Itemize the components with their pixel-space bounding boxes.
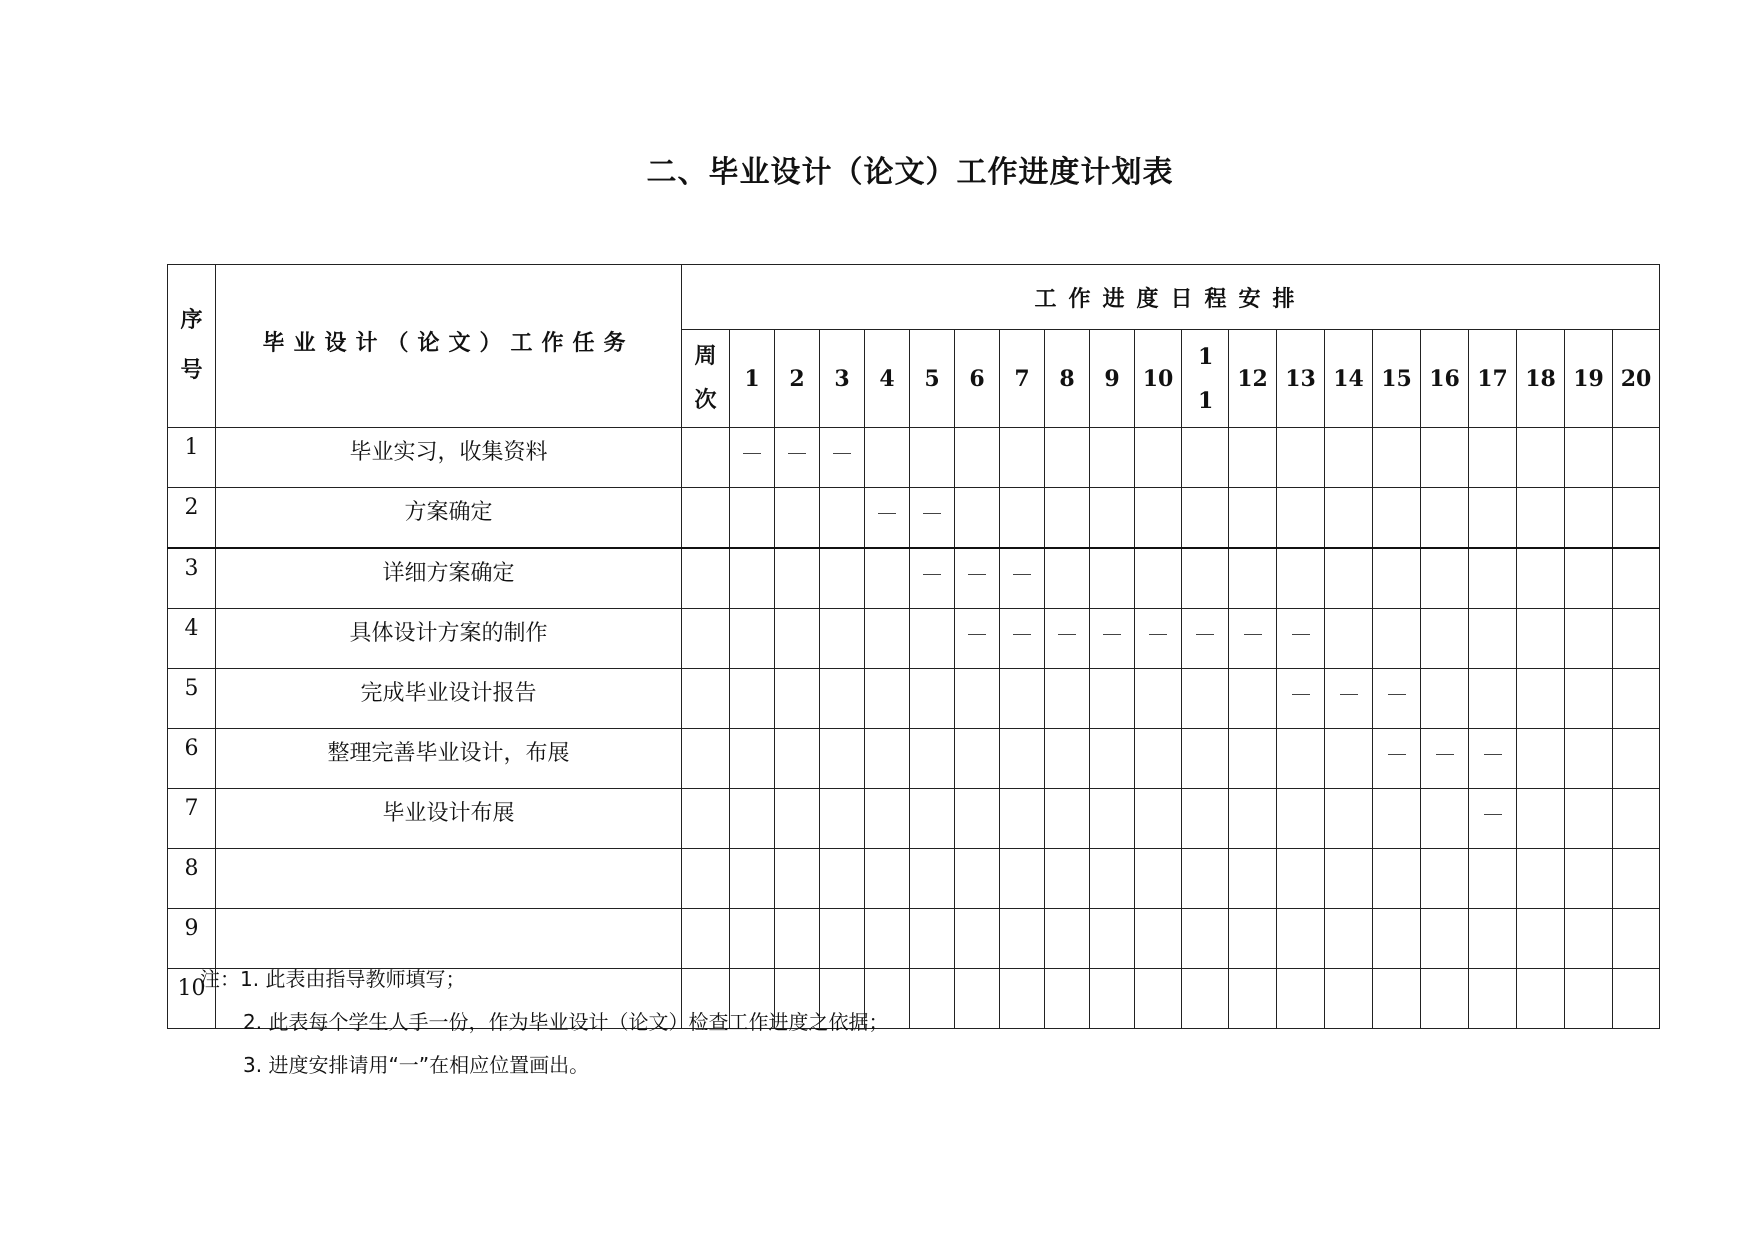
schedule-cell: [1229, 849, 1277, 909]
schedule-cell: [1182, 669, 1229, 729]
schedule-cell: [1517, 428, 1565, 488]
schedule-cell: [1090, 789, 1135, 849]
row-number: 5: [168, 669, 216, 729]
schedule-cell: [1613, 428, 1660, 488]
schedule-cell: [775, 488, 820, 549]
progress-mark: [833, 453, 851, 454]
row-number: 8: [168, 849, 216, 909]
progress-mark: [1013, 574, 1031, 575]
schedule-cell: [865, 609, 910, 669]
schedule-cell: [775, 669, 820, 729]
schedule-cell: [1277, 969, 1325, 1029]
schedule-cell: [1517, 849, 1565, 909]
schedule-header: 工作进度日程安排: [682, 265, 1660, 330]
schedule-cell: [1325, 428, 1373, 488]
week-header-19: 19: [1565, 330, 1613, 428]
week-header-17: 17: [1469, 330, 1517, 428]
table-row: [168, 609, 1660, 669]
week-label-cell: [682, 609, 730, 669]
schedule-cell: [1090, 548, 1135, 609]
schedule-cell: [1613, 669, 1660, 729]
schedule-cell: [1000, 729, 1045, 789]
schedule-cell: [1090, 909, 1135, 969]
schedule-cell: [730, 548, 775, 609]
schedule-cell: [1469, 729, 1517, 789]
schedule-cell: [1517, 729, 1565, 789]
schedule-cell: [1229, 789, 1277, 849]
schedule-cell: [1373, 789, 1421, 849]
schedule-cell: [1135, 548, 1182, 609]
schedule-cell: [1373, 909, 1421, 969]
task-name: 整理完善毕业设计，布展: [216, 729, 682, 789]
row-number: 7: [168, 789, 216, 849]
schedule-cell: [1325, 849, 1373, 909]
schedule-cell: [730, 669, 775, 729]
row-number: 2: [168, 488, 216, 549]
schedule-cell: [1277, 488, 1325, 549]
schedule-cell: [820, 548, 865, 609]
schedule-cell: [1229, 548, 1277, 609]
schedule-cell: [955, 609, 1000, 669]
task-name: 具体设计方案的制作: [216, 609, 682, 669]
schedule-cell: [865, 789, 910, 849]
schedule-cell: [865, 548, 910, 609]
schedule-cell: [1517, 789, 1565, 849]
schedule-cell: [1613, 488, 1660, 549]
schedule-cell: [1325, 909, 1373, 969]
schedule-cell: [1373, 729, 1421, 789]
schedule-cell: [820, 669, 865, 729]
week-header-14: 14: [1325, 330, 1373, 428]
schedule-cell: [910, 609, 955, 669]
progress-mark: [1388, 694, 1406, 695]
row-number: 1: [168, 428, 216, 488]
schedule-cell: [1517, 609, 1565, 669]
schedule-cell: [1325, 488, 1373, 549]
schedule-cell: [730, 789, 775, 849]
schedule-cell: [1182, 488, 1229, 549]
table-row: [168, 488, 1660, 549]
week-header-4: 4: [865, 330, 910, 428]
schedule-cell: [1000, 969, 1045, 1029]
task-name: 毕业实习，收集资料: [216, 428, 682, 488]
schedule-cell: [1565, 969, 1613, 1029]
schedule-cell: [1469, 669, 1517, 729]
schedule-cell: [955, 548, 1000, 609]
schedule-cell: [775, 789, 820, 849]
progress-mark: [743, 453, 761, 454]
row-number: 9: [168, 909, 216, 969]
week-header-5: 5: [910, 330, 955, 428]
schedule-cell: [955, 488, 1000, 549]
progress-mark: [878, 513, 896, 514]
schedule-cell: [1277, 428, 1325, 488]
schedule-cell: [1325, 669, 1373, 729]
week-label-cell: [682, 789, 730, 849]
schedule-cell: [1277, 849, 1325, 909]
schedule-cell: [1045, 428, 1090, 488]
schedule-cell: [1135, 609, 1182, 669]
schedule-cell: [775, 548, 820, 609]
schedule-cell: [1229, 669, 1277, 729]
schedule-cell: [1277, 669, 1325, 729]
week-header-18: 18: [1517, 330, 1565, 428]
schedule-cell: [1000, 789, 1045, 849]
schedule-cell: [1090, 969, 1135, 1029]
table-row: [168, 789, 1660, 849]
schedule-cell: [1182, 609, 1229, 669]
schedule-cell: [1000, 488, 1045, 549]
schedule-cell: [775, 428, 820, 488]
week-header-6: 6: [955, 330, 1000, 428]
week-header-10: 10: [1135, 330, 1182, 428]
progress-mark: [1292, 634, 1310, 635]
schedule-cell: [1135, 969, 1182, 1029]
schedule-cell: [955, 789, 1000, 849]
schedule-cell: [1045, 969, 1090, 1029]
seq-header-text: 序号: [180, 308, 203, 383]
schedule-cell: [775, 849, 820, 909]
schedule-cell: [1045, 669, 1090, 729]
schedule-cell: [1565, 909, 1613, 969]
schedule-cell: [910, 909, 955, 969]
schedule-cell: [865, 669, 910, 729]
schedule-cell: [1469, 849, 1517, 909]
schedule-cell: [1277, 789, 1325, 849]
schedule-cell: [1421, 488, 1469, 549]
schedule-cell: [730, 849, 775, 909]
schedule-cell: [1421, 909, 1469, 969]
schedule-cell: [1135, 729, 1182, 789]
schedule-cell: [730, 609, 775, 669]
schedule-cell: [1421, 789, 1469, 849]
schedule-cell: [1135, 488, 1182, 549]
schedule-cell: [910, 669, 955, 729]
progress-mark: [1196, 634, 1214, 635]
week-label-cell: [682, 669, 730, 729]
schedule-cell: [820, 428, 865, 488]
schedule-cell: [1277, 729, 1325, 789]
progress-mark: [923, 574, 941, 575]
schedule-cell: [1421, 609, 1469, 669]
table-row: [168, 849, 1660, 909]
schedule-cell: [1469, 609, 1517, 669]
schedule-cell: [1565, 548, 1613, 609]
schedule-cell: [1517, 669, 1565, 729]
schedule-cell: [1182, 548, 1229, 609]
schedule-cell: [1045, 609, 1090, 669]
schedule-cell: [1000, 669, 1045, 729]
schedule-cell: [1469, 428, 1517, 488]
schedule-cell: [1229, 909, 1277, 969]
seq-header: [168, 265, 216, 428]
week-label-cell: [682, 729, 730, 789]
schedule-cell: [820, 488, 865, 549]
schedule-cell: [865, 849, 910, 909]
schedule-cell: [1277, 609, 1325, 669]
week-header-20: 20: [1613, 330, 1660, 428]
progress-mark: [1013, 634, 1031, 635]
schedule-cell: [1229, 729, 1277, 789]
progress-mark: [1058, 634, 1076, 635]
schedule-cell: [1421, 729, 1469, 789]
schedule-cell: [1373, 609, 1421, 669]
progress-mark: [968, 634, 986, 635]
progress-mark: [1244, 634, 1262, 635]
schedule-cell: [1613, 849, 1660, 909]
progress-mark: [1149, 634, 1167, 635]
schedule-cell: [910, 849, 955, 909]
week-header-9: 9: [1090, 330, 1135, 428]
schedule-cell: [1325, 729, 1373, 789]
schedule-cell: [1045, 789, 1090, 849]
schedule-cell: [1325, 789, 1373, 849]
schedule-cell: [1373, 548, 1421, 609]
schedule-cell: [1000, 609, 1045, 669]
table-row: [168, 428, 1660, 488]
notes: [200, 958, 888, 1087]
schedule-cell: [1565, 849, 1613, 909]
schedule-cell: [865, 428, 910, 488]
schedule-cell: [1613, 729, 1660, 789]
schedule-cell: [1469, 969, 1517, 1029]
schedule-cell: [820, 849, 865, 909]
schedule-cell: [1182, 849, 1229, 909]
progress-mark: [1103, 634, 1121, 635]
schedule-cell: [730, 729, 775, 789]
week-label-cell: [682, 548, 730, 609]
week-header-1: 1: [730, 330, 775, 428]
schedule-cell: [1421, 849, 1469, 909]
schedule-cell: [1469, 789, 1517, 849]
schedule-cell: [1565, 789, 1613, 849]
schedule-cell: [1421, 969, 1469, 1029]
note-3: 3. 进度安排请用“一”在相应位置画出。: [243, 1053, 590, 1077]
schedule-cell: [1090, 669, 1135, 729]
schedule-cell: [1182, 969, 1229, 1029]
schedule-cell: [1135, 789, 1182, 849]
week-label-cell: [682, 428, 730, 488]
week-label: [682, 330, 730, 428]
schedule-cell: [910, 428, 955, 488]
schedule-cell: [1373, 969, 1421, 1029]
schedule-cell: [1613, 548, 1660, 609]
schedule-cell: [1182, 789, 1229, 849]
week-header-12: 12: [1229, 330, 1277, 428]
progress-mark: [1292, 694, 1310, 695]
schedule-cell: [955, 969, 1000, 1029]
schedule-cell: [1135, 849, 1182, 909]
week-header-2: 2: [775, 330, 820, 428]
schedule-cell: [910, 488, 955, 549]
schedule-cell: [1373, 488, 1421, 549]
schedule-cell: [1469, 548, 1517, 609]
week-header-11: [1182, 330, 1229, 428]
schedule-cell: [910, 548, 955, 609]
week-header-13: 13: [1277, 330, 1325, 428]
progress-mark: [923, 513, 941, 514]
progress-mark: [1388, 754, 1406, 755]
progress-mark: [1340, 694, 1358, 695]
schedule-cell: [1277, 548, 1325, 609]
schedule-cell: [775, 609, 820, 669]
schedule-cell: [910, 789, 955, 849]
note-1: 注：1. 此表由指导教师填写；: [200, 967, 466, 991]
schedule-cell: [955, 729, 1000, 789]
schedule-cell: [1613, 789, 1660, 849]
row-number: 3: [168, 548, 216, 609]
schedule-cell: [1090, 729, 1135, 789]
task-name: 毕业设计布展: [216, 789, 682, 849]
task-name: 完成毕业设计报告: [216, 669, 682, 729]
schedule-cell: [1421, 548, 1469, 609]
schedule-cell: [1090, 428, 1135, 488]
schedule-cell: [1135, 669, 1182, 729]
schedule-cell: [1565, 428, 1613, 488]
schedule-cell: [730, 428, 775, 488]
schedule-cell: [1373, 669, 1421, 729]
week-header-7: 7: [1000, 330, 1045, 428]
task-name: 方案确定: [216, 488, 682, 549]
schedule-cell: [1613, 969, 1660, 1029]
task-name: 详细方案确定: [216, 548, 682, 609]
schedule-cell: [865, 488, 910, 549]
task-name: [216, 849, 682, 909]
schedule-cell: [1000, 849, 1045, 909]
schedule-cell: [1045, 849, 1090, 909]
schedule-cell: [910, 729, 955, 789]
progress-mark: [1484, 814, 1502, 815]
schedule-cell: [1090, 609, 1135, 669]
week-header-16: 16: [1421, 330, 1469, 428]
schedule-cell: [1325, 609, 1373, 669]
schedule-cell: [820, 609, 865, 669]
schedule-cell: [1182, 909, 1229, 969]
table-row: [168, 548, 1660, 609]
schedule-cell: [1229, 609, 1277, 669]
schedule-cell: [1565, 669, 1613, 729]
schedule-cell: [1469, 909, 1517, 969]
schedule-cell: [1045, 548, 1090, 609]
schedule-cell: [1277, 909, 1325, 969]
schedule-cell: [955, 849, 1000, 909]
schedule-cell: [1613, 909, 1660, 969]
schedule-cell: [1182, 428, 1229, 488]
schedule-cell: [1045, 729, 1090, 789]
week-label-cell: [682, 488, 730, 549]
schedule-cell: [775, 729, 820, 789]
schedule-cell: [1373, 428, 1421, 488]
week-header-8: 8: [1045, 330, 1090, 428]
schedule-cell: [1469, 488, 1517, 549]
schedule-cell: [1090, 849, 1135, 909]
progress-mark: [788, 453, 806, 454]
schedule-cell: [1517, 909, 1565, 969]
schedule-cell: [1421, 669, 1469, 729]
schedule-cell: [1045, 488, 1090, 549]
schedule-cell: [955, 909, 1000, 969]
row-number: 10: [168, 969, 216, 1029]
task-header: 毕业设计（论文）工作任务: [216, 265, 682, 428]
schedule-cell: [1421, 428, 1469, 488]
table-row: [168, 729, 1660, 789]
schedule-cell: [820, 789, 865, 849]
progress-mark: [1484, 754, 1502, 755]
schedule-cell: [1229, 969, 1277, 1029]
schedule-cell: [1045, 909, 1090, 969]
schedule-cell: [1517, 969, 1565, 1029]
week-header-11-text: 11: [1198, 343, 1214, 414]
schedule-cell: [1373, 849, 1421, 909]
schedule-cell: [865, 729, 910, 789]
schedule-cell: [1325, 548, 1373, 609]
schedule-cell: [820, 729, 865, 789]
schedule-cell: [1135, 428, 1182, 488]
schedule-cell: [955, 669, 1000, 729]
note-2: 2. 此表每个学生人手一份，作为毕业设计（论文）检查工作进度之依据；: [243, 1010, 889, 1034]
table-row: [168, 669, 1660, 729]
week-header-15: 15: [1373, 330, 1421, 428]
schedule-cell: [730, 488, 775, 549]
schedule-cell: [1565, 609, 1613, 669]
schedule-cell: [1182, 729, 1229, 789]
schedule-table: [167, 264, 1660, 1029]
schedule-cell: [1517, 548, 1565, 609]
schedule-cell: [1325, 969, 1373, 1029]
week-label-text: 周次: [694, 343, 717, 413]
schedule-cell: [1613, 609, 1660, 669]
schedule-cell: [1000, 909, 1045, 969]
page-title: 二、毕业设计（论文）工作进度计划表: [646, 155, 1174, 190]
schedule-cell: [1517, 488, 1565, 549]
schedule-cell: [910, 969, 955, 1029]
schedule-cell: [955, 428, 1000, 488]
progress-mark: [1436, 754, 1454, 755]
schedule-cell: [1135, 909, 1182, 969]
row-number: 4: [168, 609, 216, 669]
schedule-cell: [1000, 428, 1045, 488]
schedule-cell: [1229, 428, 1277, 488]
schedule-cell: [1090, 488, 1135, 549]
schedule-cell: [1565, 729, 1613, 789]
week-header-3: 3: [820, 330, 865, 428]
schedule-cell: [1229, 488, 1277, 549]
progress-mark: [968, 574, 986, 575]
row-number: 6: [168, 729, 216, 789]
schedule-cell: [1565, 488, 1613, 549]
week-label-cell: [682, 849, 730, 909]
schedule-cell: [1000, 548, 1045, 609]
